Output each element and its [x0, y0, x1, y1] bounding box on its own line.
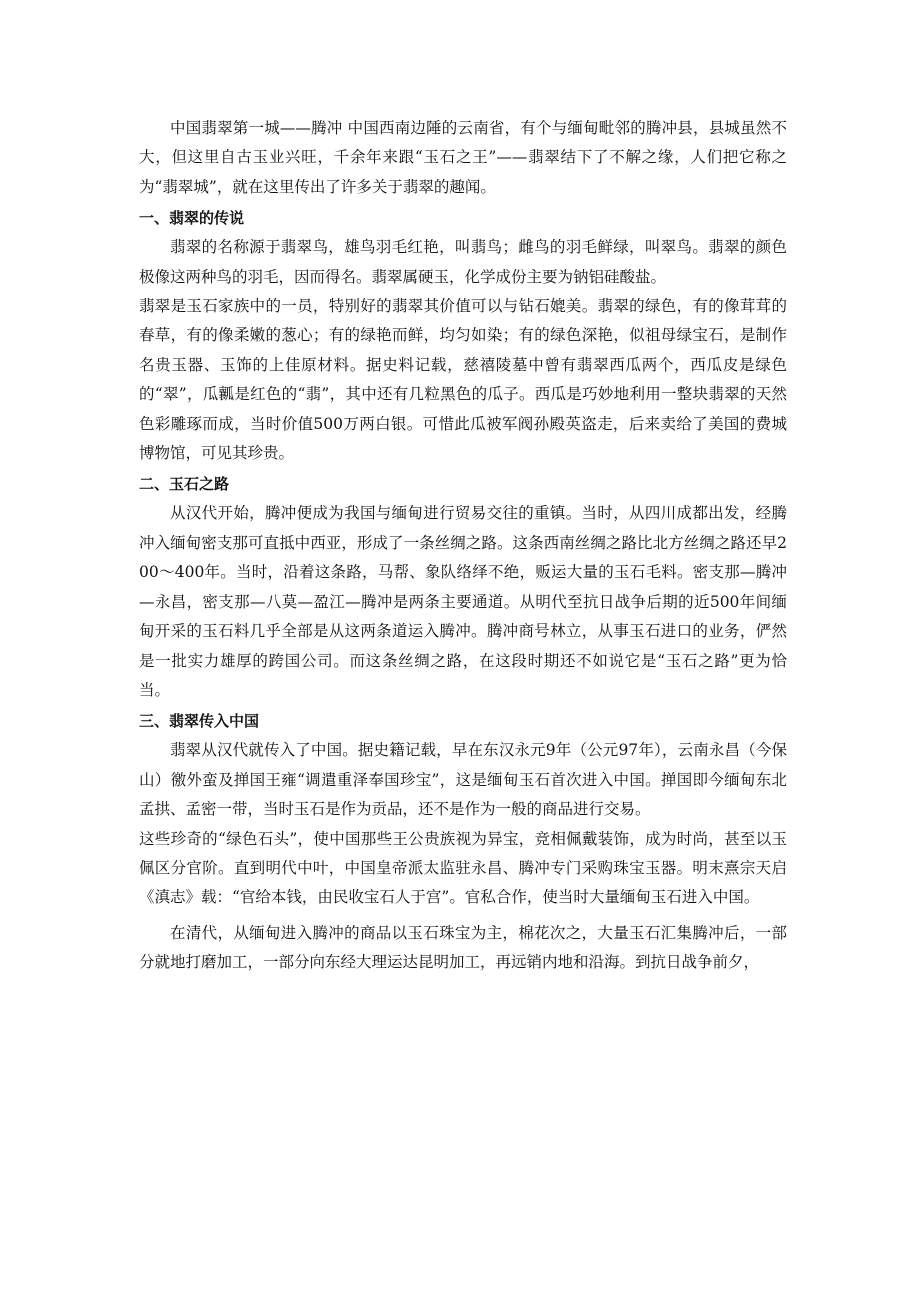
body-paragraph: 在清代，从缅甸进入腾冲的商品以玉石珠宝为主，棉花次之，大量玉石汇集腾冲后，一部分就地打磨加工，一部分向东经大理运达昆明加工，再远销内地和沿海。到抗日战争前夕，	[139, 923, 787, 972]
body-paragraph: 这些珍奇的“绿色石头”，使中国那些王公贵族视为异宝，竞相佩戴装饰，成为时尚，甚至以玉佩区分官阶。直到明代中叶，中国皇帝派太监驻永昌、腾冲专门采购珠宝玉器。明末熹宗天启《滇志》载：“官给本钱，由民收宝石人于宫”。官私合作，使当时大量缅甸玉石进入中国。	[139, 829, 787, 907]
intro-paragraph: 中国翡翠第一城——腾冲 中国西南边陲的云南省，有个与缅甸毗邻的腾冲县，县城虽然不大，但这里自古玉业兴旺，千余年来跟“玉石之王”——翡翠结下了不解之缘，人们把它称之为“翡翠城”，就在这里传出了许多关于翡翠的趣闻。	[139, 119, 787, 196]
body-paragraph: 从汉代开始，腾冲便成为我国与缅甸进行贸易交往的重镇。当时，从四川成都出发，经腾冲入缅甸密支那可直抵中西亚，形成了一条丝绸之路。这条西南丝绸之路比北方丝绸之路还早200～400年。当时，沿着这条路，马帮、象队络绎不绝，贩运大量的玉石毛料。密支那—腾冲—永昌，密支那—八莫—盈江—腾冲是两条主要通道。从明代至抗日战争后期的近500年间缅甸开采的玉石料几乎全部是从这两条道运入腾冲。腾冲商号林立，从事玉石进口的业务，俨然是一批实力雄厚的跨国公司。而这条丝绸之路，在这段时期还不如说它是“玉石之路”更为恰当。	[139, 504, 787, 699]
body-paragraph: 翡翠是玉石家族中的一员，特别好的翡翠其价值可以与钻石媲美。翡翠的绿色，有的像茸茸的春草，有的像柔嫩的葱心；有的绿艳而鲜，均匀如染；有的绿色深艳，似祖母绿宝石，是制作名贵玉器、玉饰的上佳原材料。据史料记载，慈禧陵墓中曾有翡翠西瓜两个，西瓜皮是绿色的“翠”，瓜瓤是红色的“翡”，其中还有几粒黑色的瓜子。西瓜是巧妙地利用一整块翡翠的天然色彩雕琢而成，当时价值500万两白银。可惜此瓜被军阀孙殿英盗走，后来卖给了美国的费城博物馆，可见其珍贵。	[139, 297, 787, 463]
body-paragraph: 翡翠的名称源于翡翠鸟，雄鸟羽毛红艳，叫翡鸟；雌鸟的羽毛鲜绿，叫翠鸟。翡翠的颜色极像这两种鸟的羽毛，因而得名。翡翠属硬玉，化学成份主要为钠铝硅酸盐。	[139, 238, 787, 286]
section-heading-jade-road: 二、玉石之路	[139, 475, 230, 494]
body-paragraph: 翡翠从汉代就传入了中国。据史籍记载，早在东汉永元9年（公元97年），云南永昌（今保山）徼外蛮及掸国王雍“调遣重泽奉国珍宝”，这是缅甸玉石首次进入中国。掸国即今缅甸东北孟拱、孟密一带，当时玉石是作为贡品，还不是作为一般的商品进行交易。	[139, 741, 787, 819]
document-page	[139, 114, 787, 978]
section-heading-legend: 一、翡翠的传说	[139, 209, 245, 228]
section-heading-into-china: 三、翡翠传入中国	[139, 712, 260, 731]
